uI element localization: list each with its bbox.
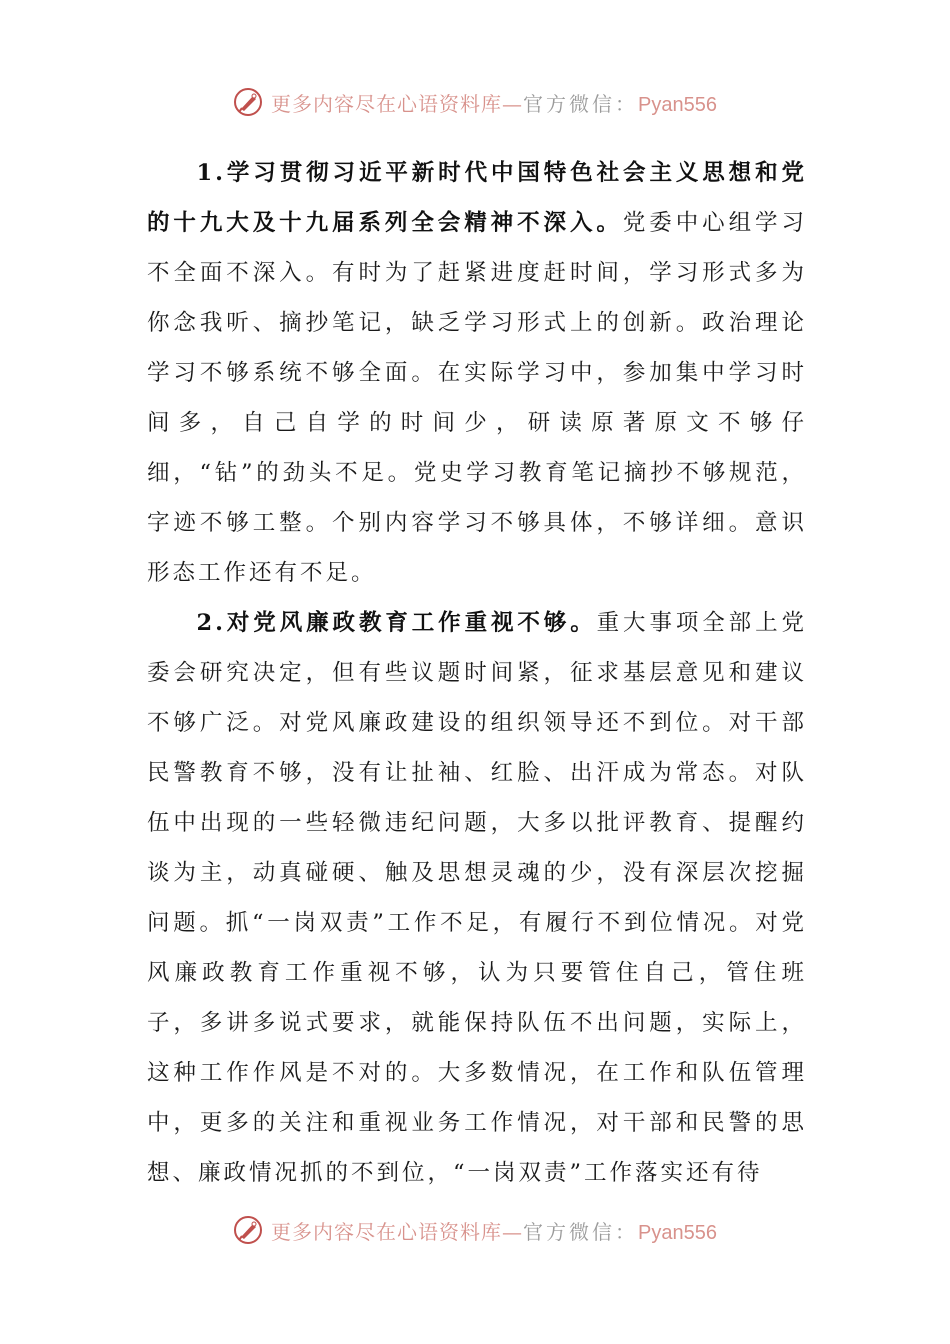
quill-logo-icon	[233, 1215, 263, 1245]
paragraph-2-heading: 2.对党风廉政教育工作重视不够。	[196, 610, 597, 636]
watermark-prefix: 更多内容尽在心语资料库—	[271, 1219, 524, 1244]
watermark-text	[271, 1216, 717, 1245]
watermark-prefix: 更多内容尽在心语资料库—	[271, 91, 524, 116]
watermark-banner-top	[0, 82, 950, 122]
paragraph-2-body: 重大事项全部上党委会研究决定，但有些议题时间紧，征求基层意见和建议不够广泛。对党风廉政建设的组织领导还不到位。对干部民警教育不够，没有让扯袖、红脸、出汗成为常态。对队伍中出现的一些轻微违纪问题，大多以批评教育、提醒约谈为主，动真碰硬、触及思想灵魂的少，没有深层次挖掘问题。抓“一岗双责”工作不足，有履行不到位情况。对党风廉政教育工作重视不够，认为只要管住自己，管住班子，多讲多说式要求，就能保持队伍不出问题，实际上，这种工作作风是不对的。大多数情况，在工作和队伍管理中，更多的关注和重视业务工作情况，对干部和民警的思想、廉政情况抓的不到位，“一岗双责”工作落实还有待	[147, 610, 807, 1186]
quill-logo-icon	[233, 87, 263, 117]
watermark-middle: 官方微信：	[523, 91, 639, 116]
watermark-text	[271, 88, 717, 117]
watermark-id: Pyan556	[638, 1221, 717, 1244]
paragraph-1	[147, 148, 807, 598]
paragraph-1-heading: 1.学习贯彻习近平新时代中国特色社会主义思想和党的十九大及十九届系列全会精神不深入。	[147, 160, 807, 236]
paragraph-2	[147, 598, 807, 1198]
watermark-id: Pyan556	[638, 93, 717, 116]
watermark-banner-bottom	[0, 1210, 950, 1250]
watermark-middle: 官方微信：	[523, 1219, 639, 1244]
document-body	[147, 148, 807, 1198]
paragraph-1-body: 党委中心组学习不全面不深入。有时为了赶紧进度赶时间，学习形式多为你念我听、摘抄笔记，缺乏学习形式上的创新。政治理论学习不够系统不够全面。在实际学习中，参加集中学习时间多，自己自学的时间少，研读原著原文不够仔细，“钻”的劲头不足。党史学习教育笔记摘抄不够规范，字迹不够工整。个别内容学习不够具体，不够详细。意识形态工作还有不足。	[147, 210, 807, 586]
